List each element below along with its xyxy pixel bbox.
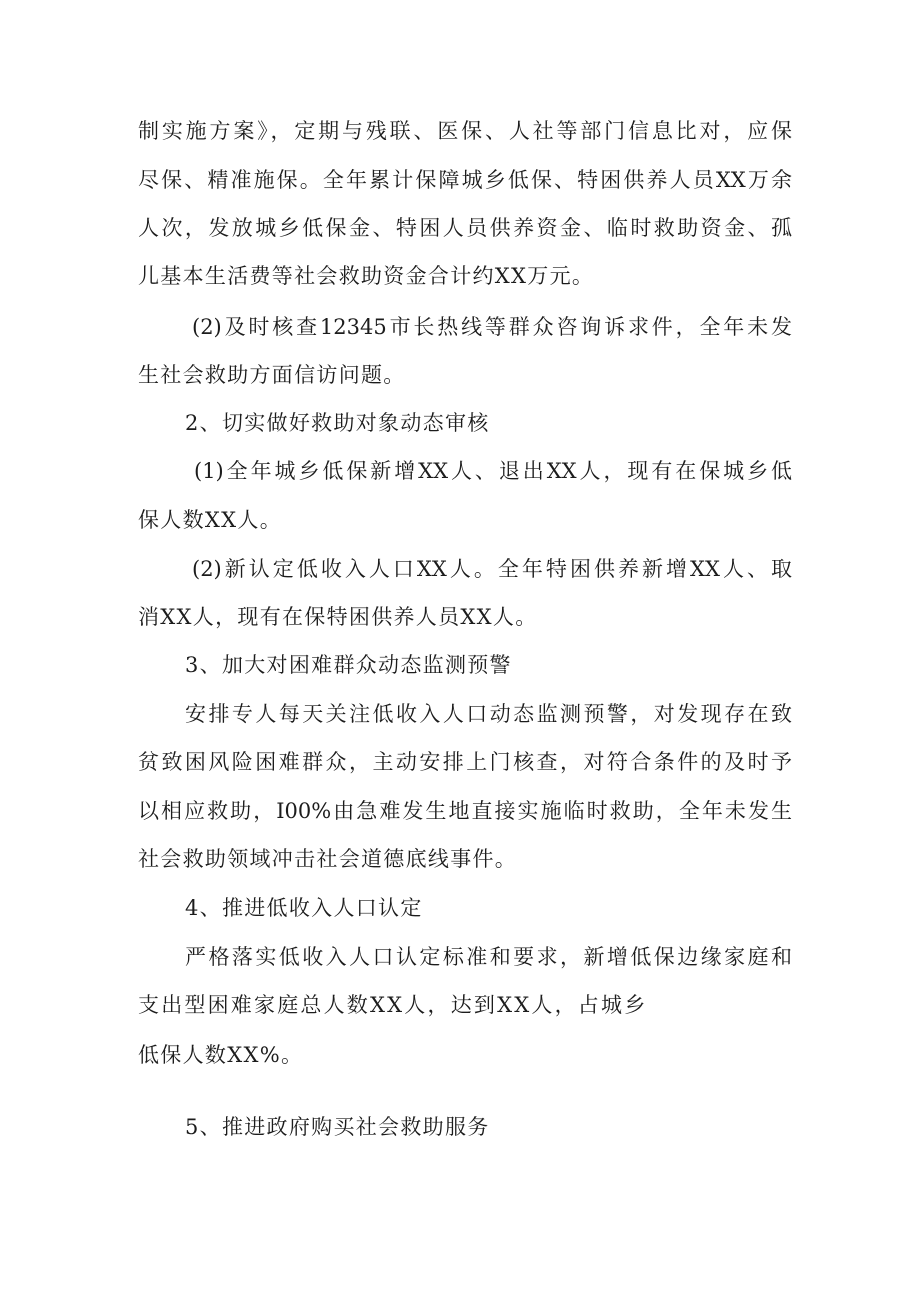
text-line: 低保人数XX%。 (138, 1043, 304, 1067)
text-line: 消XX人，现有在保特困供养人员XX人。 (138, 605, 538, 629)
text-line: (2)及时核查12345市长热线等群众咨询诉求件，全年未发 (192, 315, 792, 339)
text-line: 尽保、精准施保。全年累计保障城乡低保、特困供养人员XX万余 (138, 168, 792, 192)
text-line: 安排专人每天关注低收入人口动态监测预警，对发现存在致 (185, 702, 792, 726)
text-line: (1)全年城乡低保新增XX人、退出XX人，现有在保城乡低 (194, 459, 792, 483)
text-line: 保人数XX人。 (138, 508, 282, 532)
text-line: 支出型困难家庭总人数XX人，达到XX人，占城乡 (138, 993, 648, 1017)
text-line: (2)新认定低收入人口XX人。全年特困供养新增XX人、取 (192, 557, 792, 581)
section-heading: 3、加大对困难群众动态监测预警 (185, 653, 512, 677)
section-heading: 4、推进低收入人口认定 (185, 896, 423, 920)
text-line: 制实施方案》，定期与残联、医保、人社等部门信息比对，应保 (138, 119, 792, 143)
text-line: 人次，发放城乡低保金、特困人员供养资金、临时救助资金、孤 (138, 216, 792, 240)
text-line: 儿基本生活费等社会救助资金合计约XX万元。 (138, 264, 595, 288)
text-line: 贫致困风险困难群众，主动安排上门核查，对符合条件的及时予 (138, 750, 792, 774)
section-heading: 5、推进政府购买社会救助服务 (185, 1115, 490, 1139)
text-line: 以相应救助，I00%由急难发生地直接实施临时救助，全年未发生 (138, 799, 792, 823)
text-line: 社会救助领域冲击社会道德底线事件。 (138, 847, 518, 871)
text-line: 生社会救助方面信访问题。 (138, 363, 406, 387)
text-line: 严格落实低收入人口认定标准和要求，新增低保边缘家庭和 (185, 945, 792, 969)
section-heading: 2、切实做好救助对象动态审核 (185, 411, 490, 435)
